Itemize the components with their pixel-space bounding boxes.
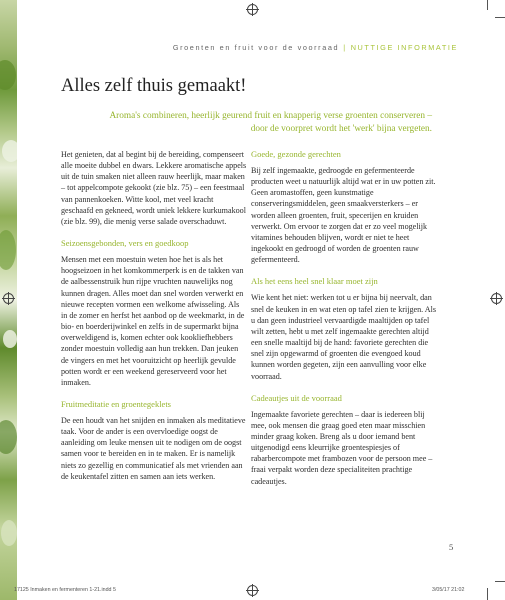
page-number: 5: [449, 542, 454, 552]
left-heading-3: Fruitmeditatie en groentegeklets: [61, 398, 171, 409]
running-header: [173, 43, 458, 52]
left-paragraph-3: De een houdt van het snijden en inmaken als meditatieve taak. Voor de ander is een overvloedige oogst de aanleiding om leuke mensen uit te nodigen om de oogst samen voor te bereiden en in te maken. Er is namelijk niets zo gezellig en communicatief als met vrienden aan de keukentafel zitten en samen aan iets werken.: [61, 415, 246, 481]
crop-mark-bottom-right: [487, 588, 488, 600]
left-paragraph-2: Mensen met een moestuin weten hoe het is als het hoogseizoen in het komkommerperk is en de takken van de aalbessenstruik hun rijpe vruchten nauwelijks nog kunnen dragen. Alles moet dan snel worden verwerkt en nieuwe recepten vormen een welkome afwisseling. Als in de zomer en herfst het aanbod op de weekmarkt, in de bio- en boerderijwinkel en zelfs in de supermarkt bijna overweldigend is, komen echter ook kookliefhebbers zonder moestuin volledig aan hun trekken. Dan jeuken de vingers en met het vooruitzicht op heerlijk gevulde potten wordt er een weekend gereserveerd voor het inmaken.: [61, 255, 245, 387]
intro-lead: Aroma's combineren, heerlijk geurend fruit en knapperig verse groenten conserveren – door de voorpret wordt het 'werk' bijna vergeten.: [109, 111, 432, 134]
left-heading-2: Seizoensgebonden, vers en goedkoop: [61, 238, 189, 249]
registration-mark-bottom: [247, 585, 258, 596]
right-heading-2: Als het eens heel snel klaar moet zijn: [251, 276, 378, 287]
right-column: [251, 149, 437, 498]
page-title: Alles zelf thuis gemaakt!: [61, 76, 247, 96]
right-heading-1: Goede, gezonde gerechten: [251, 149, 341, 159]
right-paragraph-2: Wie kent het niet: werken tot u er bijna bij neervalt, dan snel de keuken in en wat eten op tafel zien te krijgen. Als u dan geen industrieel vervaardigde maaltijden op tafel wilt zetten, hebt u met zelf ingemaakte gerechten altijd een snelle maaltijd bij de hand: favoriete gerechten die snel zijn opgewarmd of groenten die evengoed koud kunnen worden gegeten, zijn een aanvulling voor elke voorraad.: [251, 293, 436, 381]
print-slug-datetime: 3/05/17 21:02: [432, 587, 465, 593]
header-separator: |: [343, 43, 347, 52]
right-paragraph-3: Ingemaakte favoriete gerechten – daar is iedereen blij mee, ook mensen die graag goed eten maar misschien minder graag koken. Breng als u door iemand bent uitgenodigd eens kleurrijke groentespiesjes of rabarbercompote met frambozen voor de persoon mee – fraai verpakt worden deze specialiteiten prachtige cadeautjes.: [251, 409, 433, 486]
header-book-title: Groenten en fruit voor de voorraad: [172, 43, 340, 52]
crop-mark-right-top: [495, 17, 505, 18]
crop-mark-right-bottom: [495, 581, 505, 582]
registration-mark-right: [491, 293, 502, 304]
right-paragraph-1: Bij zelf ingemaakte, gedroogde en gefermenteerde producten weet u natuurlijk altijd wat er in uw potten zit. Geen aromastoffen, geen kunstmatige conserveringsmiddelen, geen smaakversterkers – er worden alleen groenten, fruit, specerijen en kruiden verwerkt. Om ervoor te zorgen dat er zo veel mogelijk vitamines behouden blijven, wordt er niet te heet ingekookt en gedroogd of worden de groenten rauw gefermenteerd.: [251, 166, 436, 265]
crop-mark-top-right: [487, 0, 488, 10]
registration-mark-top: [247, 4, 258, 15]
left-column: [61, 149, 247, 493]
registration-mark-left: [3, 293, 14, 304]
right-heading-3: Cadeautjes uit de voorraad: [251, 392, 342, 403]
print-slug-file: 17125 Inmaken en fermenteren 1-21.indd 5: [14, 587, 116, 593]
left-paragraph-1: Het genieten, dat al begint bij de bereiding, compenseert alle moeite dubbel en dwars. Lekkere aromatische appels uit de tuin smaken niet alleen rauw heerlijk, maar maken – tot appelcompote gekookt (zie blz. 75) – een feestmaal van pannenkoeken. Witte kool, met veel kracht geschaafd en gekneed, wordt uniek lekkere kurkumakool (zie blz. 99), die menig verse salade overschaduwt.: [61, 150, 247, 226]
header-category: NUTTIGE INFORMATIE: [350, 43, 458, 52]
